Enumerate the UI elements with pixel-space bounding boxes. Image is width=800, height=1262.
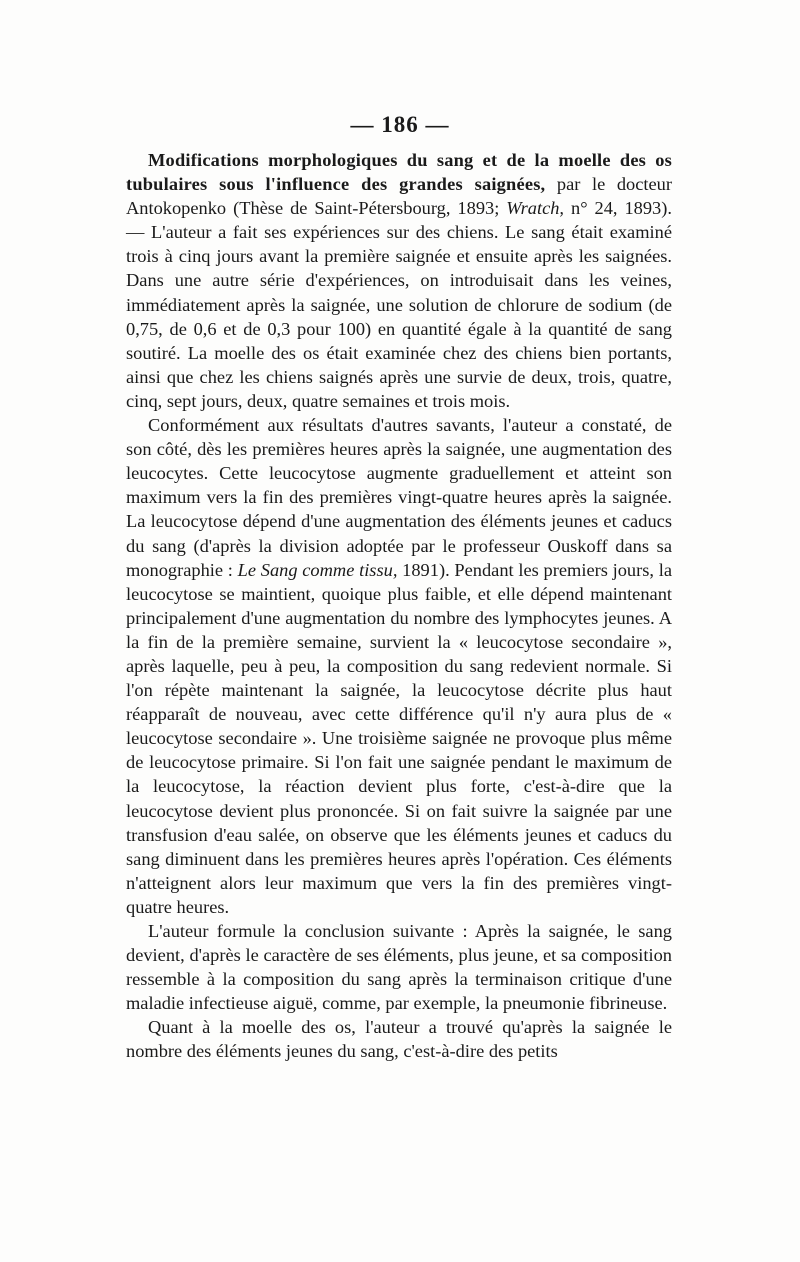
article-title: Modifications morphologiques du sang et de la moelle des os tubulaires sous l'influence des grandes saignées, (126, 150, 672, 195)
reference-title: Le Sang comme tissu, (237, 559, 398, 580)
paragraph-2-text-a: Conformément aux résultats d'autres savants, l'auteur a constaté, de son côté, dès les premières heures après la saignée, une augmentation des leucocytes. Cette leucocytose augmente graduellement et atteint son maximum vers la fin des premières vingt-quatre heures après la saignée. La leucocytose dépend d'une augmentation des éléments jeunes et caducs du sang (d'après la division adoptée par le professeur Ouskoff dans sa monographie : (126, 415, 672, 580)
paragraph-2 (126, 413, 672, 919)
page-number: — 186 — (350, 112, 450, 137)
paragraph-4: Quant à la moelle des os, l'auteur a trouvé qu'après la saignée le nombre des éléments jeunes du sang, c'est-à-dire des petits (126, 1017, 672, 1062)
journal-name: Wratch, (506, 198, 565, 219)
paragraph-3: L'auteur formule la conclusion suivante : Après la saignée, le sang devient, d'après le caractère de ses éléments, plus jeune, et sa composition ressemble à la composition du sang après la terminaison critique d'une maladie infectieuse aiguë, comme, par exemple, la pneumonie fibrineuse. (126, 921, 672, 1014)
paragraph-1-text-b: n° 24, 1893). — L'auteur a fait ses expériences sur des chiens. Le sang était examiné trois à cinq jours avant la première saignée et ensuite après les saignées. Dans une autre série d'expériences, on introduisait dans les veines, immédiatement après la saignée, une solution de chlorure de sodium (de 0,75, de 0,6 et de 0,3 pour 100) en quantité égale à la quantité de sang soutiré. La moelle des os était examinée chez des chiens bien portants, ainsi que chez les chiens saignés après une survie de deux, trois, quatre, cinq, sept jours, deux, quatre semaines et trois mois. (126, 198, 672, 411)
paragraph-2-text-b: 1891). Pendant les premiers jours, la leucocytose se maintient, quoique plus faible, et elle dépend maintenant principalement d'une augmentation du nombre des lymphocytes jeunes. A la fin de la première semaine, survient la « leucocytose secondaire », après laquelle, peu à peu, la composition du sang redevient normale. Si l'on répète maintenant la saignée, la leucocytose décrite plus haut réapparaît de nouveau, avec cette différence qu'il n'y aura plus de « leucocytose secondaire ». Une troisième saignée ne provoque plus même de leucocytose primaire. Si l'on fait une saignée pendant le maximum de la leucocytose, la réaction devient plus forte, c'est-à-dire que la leucocytose devient plus prononcée. Si on fait suivre la saignée par une transfusion d'eau salée, on observe que les éléments jeunes et caducs du sang diminuent dans les premières heures après l'opération. Ces éléments n'atteignent alors leur maximum que vers la fin des premières vingt-quatre heures. (126, 559, 673, 917)
paragraph-1-text-a: par le docteur Antokopenko (Thèse de Saint-Pétersbourg, 1893; (126, 174, 672, 219)
body-text (126, 148, 672, 1064)
paragraph-1 (126, 148, 672, 413)
